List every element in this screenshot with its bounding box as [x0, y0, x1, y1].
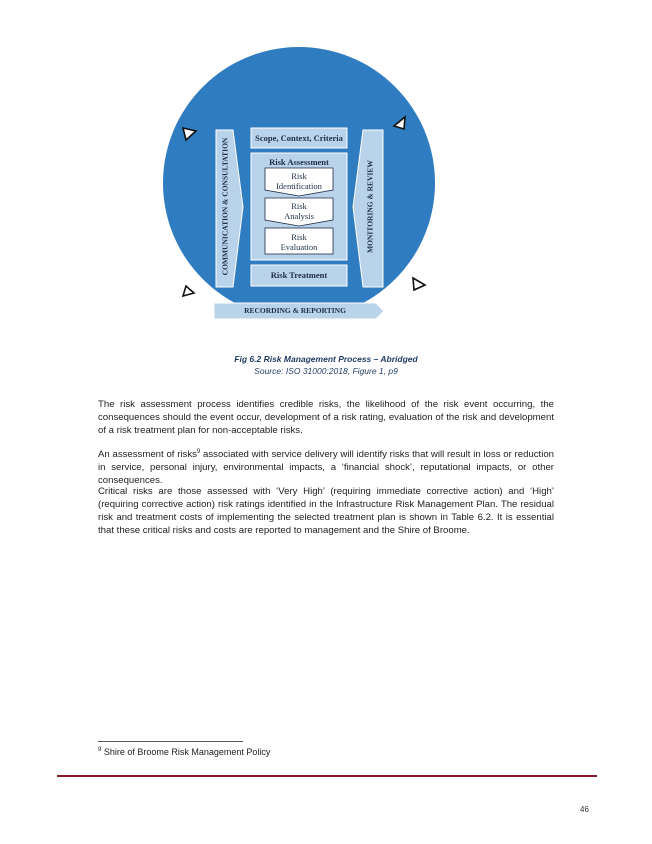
- footnote-divider: [98, 741, 243, 742]
- step-line: Risk: [291, 171, 307, 181]
- risk-analysis-label: [265, 201, 333, 221]
- paragraph-2: [98, 448, 554, 487]
- figure-caption: Fig 6.2 Risk Management Process – Abridged: [234, 354, 418, 364]
- step-line: Evaluation: [280, 242, 318, 252]
- footer-divider: [57, 775, 597, 777]
- recording-label: RECORDING & REPORTING: [244, 306, 346, 315]
- step-line: Analysis: [284, 211, 314, 221]
- paragraph-1: The risk assessment process identifies credible risks, the likelihood of the risk event occurring, the consequences should the event occur, development of a risk rating, evaluation of the risk and development of a risk treatment plan for non-acceptable risks.: [98, 399, 554, 436]
- cycle-arrow-icon: [413, 278, 425, 290]
- paragraph-3: Critical risks are those assessed with ‘Very High’ (requiring immediate corrective action) and ‘High’ (requiring corrective action) risk ratings identified in the Infrastructure Risk Management Plan. The residual risk and treatment costs of implementing the selected treatment plan is shown in Table 6.2. It is essential that these critical risks and costs are reported to management and the Shire of Broome.: [98, 486, 554, 536]
- risk-evaluation-label: [265, 232, 333, 252]
- step-line: Identification: [276, 181, 322, 191]
- communication-label: COMMUNICATION & CONSULTATION: [220, 137, 230, 276]
- footnote-number: 9: [98, 747, 102, 753]
- scope-label: Scope, Context, Criteria: [255, 133, 343, 143]
- risk-assessment-label: Risk Assessment: [269, 157, 329, 167]
- paragraph-2-text: associated with service delivery will identify risks that will result in loss or reduction in service, personal injury, environmental impacts, a ‘financial shock’, reputational impacts, or other consequences.: [98, 449, 554, 486]
- step-line: Risk: [291, 201, 307, 211]
- monitoring-label: MONITORING & REVIEW: [365, 160, 375, 253]
- paragraph-2-text: An assessment of risks: [98, 449, 197, 460]
- footnote-text: Shire of Broome Risk Management Policy: [101, 747, 271, 757]
- risk-treatment-label: Risk Treatment: [270, 270, 328, 280]
- risk-identification-label: [265, 171, 333, 191]
- step-line: Risk: [291, 232, 307, 242]
- page-number: 46: [580, 805, 589, 814]
- diagram-graphic: [0, 0, 652, 340]
- footnote-ref: 9: [196, 448, 201, 455]
- figure-source: Source: ISO 31000:2018, Figure 1, p9: [254, 366, 398, 376]
- cycle-arrow-icon: [183, 286, 194, 296]
- footnote: [98, 747, 270, 757]
- risk-management-diagram: [0, 0, 652, 340]
